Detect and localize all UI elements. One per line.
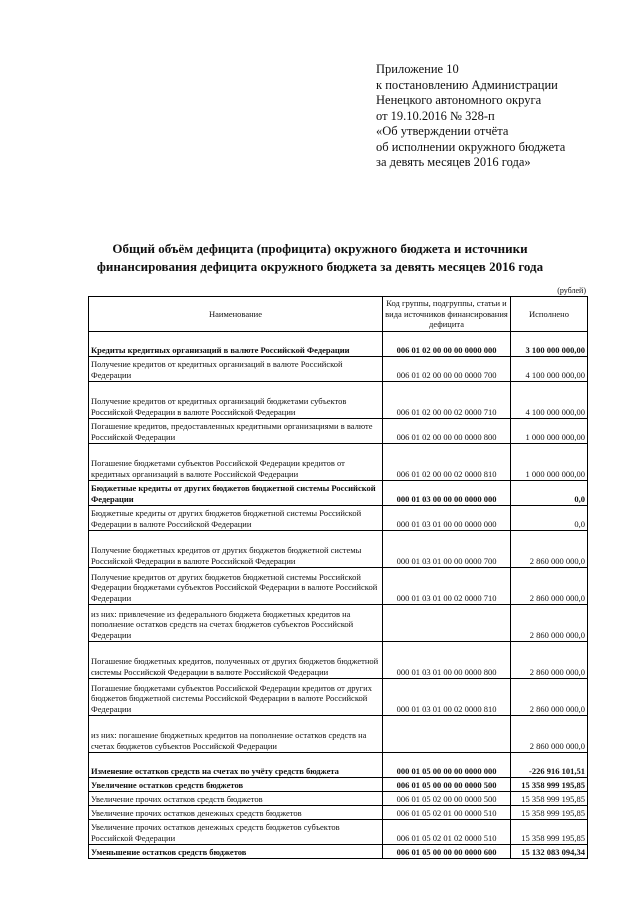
row-name-cell: Увеличение прочих остатков денежных средств бюджетов субъектов Российской Федерации — [89, 820, 383, 845]
row-code-cell: 006 01 02 00 00 00 0000 800 — [383, 419, 511, 444]
table-row — [89, 481, 588, 506]
row-name-cell: Погашение бюджетами субъектов Российской Федерации кредитов от кредитных организаций в валюте Российской Федерации — [89, 444, 383, 481]
row-amount-cell: 2 860 000 000,0 — [511, 716, 588, 753]
appendix-line: «Об утверждении отчёта — [376, 124, 509, 138]
row-code-cell — [383, 605, 511, 642]
row-amount-cell: 0,0 — [511, 506, 588, 531]
appendix-line: Ненецкого автономного округа — [376, 93, 542, 107]
row-amount-cell: 2 860 000 000,0 — [511, 568, 588, 605]
table-row — [89, 753, 588, 778]
table-row — [89, 806, 588, 820]
row-code-cell: 000 01 03 01 00 00 0000 000 — [383, 506, 511, 531]
table-row — [89, 382, 588, 419]
budget-table — [88, 296, 588, 859]
table-row — [89, 820, 588, 845]
row-name-cell: Получение кредитов от кредитных организаций бюджетами субъектов Российской Федерации в валюте Российской Федерации — [89, 382, 383, 419]
row-code-cell: 006 01 05 02 00 00 0000 500 — [383, 792, 511, 806]
row-name-cell: Получение кредитов от других бюджетов бюджетной системы Российской Федерации бюджетами субъектов Российской Федерации в валюте Российской Федерации — [89, 568, 383, 605]
appendix-line: Приложение 10 — [376, 62, 459, 76]
table-row — [89, 357, 588, 382]
row-code-cell: 006 01 02 00 00 00 0000 700 — [383, 357, 511, 382]
row-amount-cell: 2 860 000 000,0 — [511, 605, 588, 642]
table-row — [89, 792, 588, 806]
units-label: (рублей) — [557, 286, 586, 295]
table-row — [89, 332, 588, 357]
row-code-cell: 000 01 03 00 00 00 0000 000 — [383, 481, 511, 506]
row-name-cell: Кредиты кредитных организаций в валюте Российской Федерации — [89, 332, 383, 357]
row-code-cell: 006 01 05 02 01 00 0000 510 — [383, 806, 511, 820]
row-code-cell: 000 01 03 01 00 00 0000 800 — [383, 642, 511, 679]
row-code-cell: 006 01 05 00 00 00 0000 600 — [383, 845, 511, 859]
row-amount-cell: 1 000 000 000,00 — [511, 444, 588, 481]
row-code-cell: 000 01 03 01 00 02 0000 710 — [383, 568, 511, 605]
row-amount-cell: 2 860 000 000,0 — [511, 642, 588, 679]
table-row — [89, 506, 588, 531]
row-name-cell: Получение бюджетных кредитов от других бюджетов бюджетной системы Российской Федерации в валюте Российской Федерации — [89, 531, 383, 568]
row-name-cell: Погашение бюджетных кредитов, полученных от других бюджетов бюджетной системы Российской Федерации в валюте Российской Федерации — [89, 642, 383, 679]
row-code-cell: 006 01 02 00 00 02 0000 810 — [383, 444, 511, 481]
row-name-cell: Уменьшение остатков средств бюджетов — [89, 845, 383, 859]
appendix-line: об исполнении окружного бюджета — [376, 139, 566, 154]
table-row — [89, 845, 588, 859]
row-name-cell: Погашение кредитов, предоставленных кредитными организациями в валюте Российской Федерации — [89, 419, 383, 444]
table-row — [89, 716, 588, 753]
row-code-cell — [383, 716, 511, 753]
row-name-cell: Увеличение остатков средств бюджетов — [89, 778, 383, 792]
table-row — [89, 531, 588, 568]
header-name: Наименование — [89, 297, 383, 332]
row-name-cell: Увеличение прочих остатков средств бюджетов — [89, 792, 383, 806]
title-line-1: Общий объём дефицита (профицита) окружного бюджета и источники — [112, 241, 528, 256]
row-name-cell: Получение кредитов от кредитных организаций в валюте Российской Федерации — [89, 357, 383, 382]
row-name-cell: Бюджетные кредиты от других бюджетов бюджетной системы Российской Федерации — [89, 481, 383, 506]
row-code-cell: 000 01 03 01 00 02 0000 810 — [383, 679, 511, 716]
row-amount-cell: 15 132 083 094,34 — [511, 845, 588, 859]
table-row — [89, 444, 588, 481]
row-amount-cell: 15 358 999 195,85 — [511, 778, 588, 792]
row-amount-cell: 4 100 000 000,00 — [511, 357, 588, 382]
row-code-cell: 000 01 05 00 00 00 0000 000 — [383, 753, 511, 778]
row-name-cell: из них: погашение бюджетных кредитов на пополнение остатков средств на счетах бюджетов субъектов Российской Федерации — [89, 716, 383, 753]
row-code-cell: 006 01 05 00 00 00 0000 500 — [383, 778, 511, 792]
row-code-cell: 006 01 02 00 00 00 0000 000 — [383, 332, 511, 357]
row-name-cell: Изменение остатков средств на счетах по учёту средств бюджета — [89, 753, 383, 778]
header-amount: Исполнено — [511, 297, 588, 332]
table-header-row — [89, 297, 588, 332]
row-name-cell: Погашение бюджетами субъектов Российской Федерации кредитов от других бюджетов бюджетной системы Российской Федерации в валюте Российской Федерации — [89, 679, 383, 716]
row-amount-cell: 15 358 999 195,85 — [511, 792, 588, 806]
table-row — [89, 568, 588, 605]
appendix-block — [376, 62, 626, 171]
row-amount-cell: 1 000 000 000,00 — [511, 419, 588, 444]
title-line-2: финансирования дефицита окружного бюджета за девять месяцев 2016 года — [96, 259, 544, 274]
row-amount-cell: 15 358 999 195,85 — [511, 806, 588, 820]
row-code-cell: 006 01 02 00 00 02 0000 710 — [383, 382, 511, 419]
row-amount-cell: 15 358 999 195,85 — [511, 820, 588, 845]
row-name-cell: Бюджетные кредиты от других бюджетов бюджетной системы Российской Федерации в валюте Российской Федерации — [89, 506, 383, 531]
header-code: Код группы, подгруппы, статьи и вида источников финансирования дефицита — [383, 297, 511, 332]
table-body — [89, 332, 588, 859]
row-amount-cell: 3 100 000 000,00 — [511, 332, 588, 357]
appendix-line: за девять месяцев 2016 года» — [376, 155, 531, 169]
row-code-cell: 006 01 05 02 01 02 0000 510 — [383, 820, 511, 845]
table-row — [89, 605, 588, 642]
row-amount-cell: -226 916 101,51 — [511, 753, 588, 778]
appendix-line: от 19.10.2016 № 328-п — [376, 108, 495, 123]
table-row — [89, 642, 588, 679]
document-title — [60, 240, 580, 276]
row-name-cell: Увеличение прочих остатков денежных средств бюджетов — [89, 806, 383, 820]
row-amount-cell: 0,0 — [511, 481, 588, 506]
table-row — [89, 419, 588, 444]
appendix-line: к постановлению Администрации — [376, 77, 558, 92]
row-amount-cell: 2 860 000 000,0 — [511, 531, 588, 568]
row-name-cell: из них: привлечение из федерального бюджета бюджетных кредитов на пополнение остатков средств на счетах бюджетов субъектов Российской Федерации — [89, 605, 383, 642]
table-row — [89, 778, 588, 792]
row-code-cell: 000 01 03 01 00 00 0000 700 — [383, 531, 511, 568]
row-amount-cell: 4 100 000 000,00 — [511, 382, 588, 419]
row-amount-cell: 2 860 000 000,0 — [511, 679, 588, 716]
table-row — [89, 679, 588, 716]
